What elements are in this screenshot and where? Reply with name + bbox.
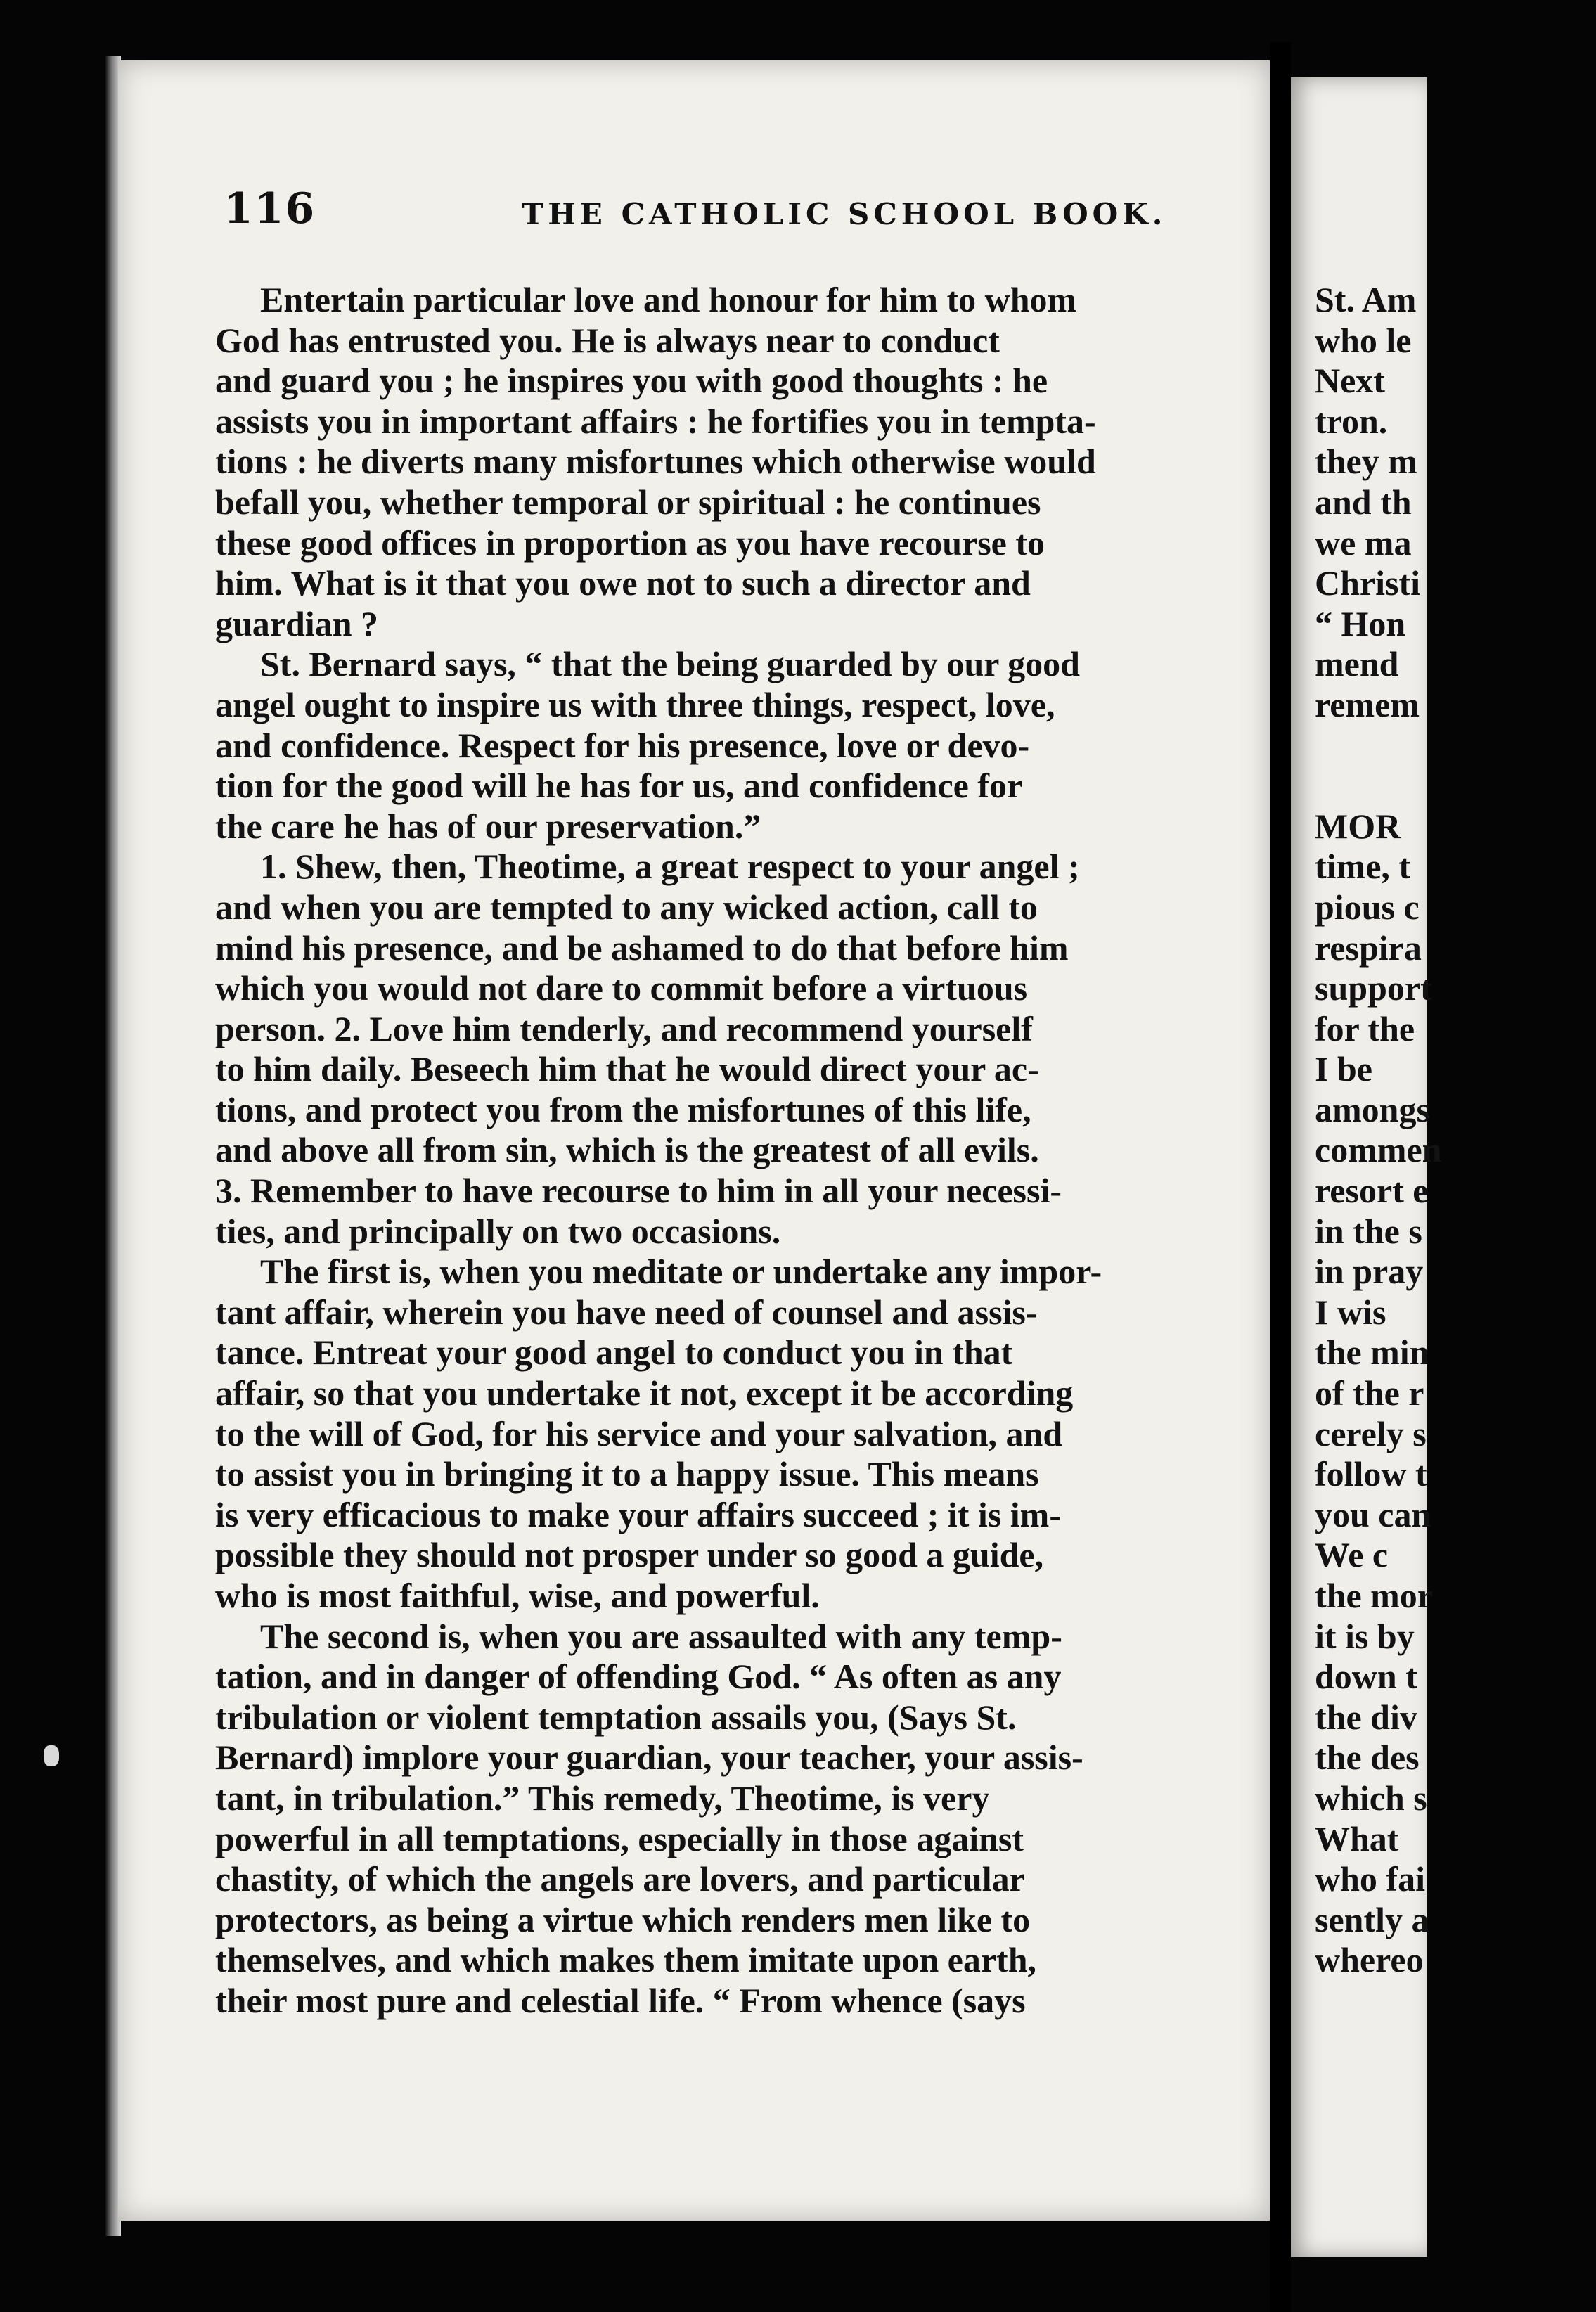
right-text-line: resort e — [1315, 1171, 1429, 1211]
right-text-line: “ Hon — [1315, 603, 1406, 643]
right-text-line: pious c — [1315, 887, 1420, 927]
right-text-line: who le — [1315, 320, 1412, 360]
text-line: The first is, when you meditate or undertake any impor- — [260, 1252, 1102, 1292]
text-line: tance. Entreat your good angel to conduct you in that — [215, 1332, 1013, 1373]
right-text-line: cerely s — [1315, 1413, 1427, 1453]
right-text-line: St. Am — [1315, 280, 1417, 319]
right-text-line: support — [1315, 968, 1432, 1008]
text-line: tions : he diverts many misfortunes which otherwise would — [215, 442, 1096, 482]
right-text-line: it is by — [1315, 1616, 1415, 1656]
text-line: their most pure and celestial life. “ From whence (says — [215, 1980, 1026, 2020]
right-text-line: remem — [1315, 684, 1420, 724]
text-line: tant, in tribulation.” This remedy, Theotime, is very — [215, 1778, 990, 1818]
text-line: him. What is it that you owe not to such a director and — [215, 563, 1031, 603]
right-text-line: down t — [1315, 1657, 1417, 1697]
text-line: the care he has of our preservation.” — [215, 806, 761, 846]
text-line: Bernard) implore your guardian, your teacher, your assis- — [215, 1738, 1083, 1778]
right-text-line: follow t — [1315, 1454, 1427, 1494]
right-text-line: Next — [1315, 361, 1385, 401]
page-number: 116 — [224, 184, 316, 233]
right-text-line: you can — [1315, 1494, 1431, 1534]
right-text-line: we ma — [1315, 522, 1412, 563]
text-line: is very efficacious to make your affairs succeed ; it is im- — [215, 1494, 1061, 1534]
left-page-body — [215, 280, 1228, 2022]
right-text-line: and th — [1315, 482, 1412, 522]
right-text-line: the mor — [1315, 1576, 1433, 1615]
text-line: guardian ? — [215, 603, 379, 643]
text-line: and above all from sin, which is the greatest of all evils. — [215, 1130, 1039, 1170]
running-head: THE CATHOLIC SCHOOL BOOK. — [522, 197, 1167, 231]
text-line: and when you are tempted to any wicked action, call to — [215, 887, 1038, 927]
page-header — [224, 184, 1201, 240]
text-line: 3. Remember to have recourse to him in all your necessi- — [215, 1171, 1062, 1211]
right-text-line — [1315, 766, 1596, 807]
text-line: which you would not dare to commit before a virtuous — [215, 968, 1028, 1008]
right-text-line: which s — [1315, 1778, 1427, 1818]
book-gutter — [1270, 42, 1291, 2312]
right-text-line: We c — [1315, 1535, 1389, 1575]
text-line: possible they should not prosper under so good a guide, — [215, 1535, 1044, 1575]
text-line: befall you, whether temporal or spiritual : he continues — [215, 482, 1041, 522]
right-text-line: tron. — [1315, 401, 1388, 441]
text-line: angel ought to inspire us with three things, respect, love, — [215, 684, 1055, 724]
text-line: chastity, of which the angels are lovers, and particular — [215, 1859, 1025, 1899]
text-line: 1. Shew, then, Theotime, a great respect to your angel ; — [260, 847, 1080, 887]
text-line: and guard you ; he inspires you with good thoughts : he — [215, 361, 1048, 401]
text-line: St. Bernard says, “ that the being guarded by our good — [260, 644, 1080, 684]
right-text-line: MOR — [1315, 806, 1401, 846]
text-line: person. 2. Love him tenderly, and recommend yourself — [215, 1008, 1033, 1048]
scan-speck — [44, 1745, 59, 1766]
right-text-line: time, t — [1315, 847, 1411, 887]
text-line: to him daily. Beseech him that he would direct your ac- — [215, 1049, 1039, 1089]
right-text-line: in pray — [1315, 1252, 1424, 1292]
text-line: to the will of God, for his service and your salvation, and — [215, 1413, 1063, 1453]
text-line: tion for the good will he has for us, and confidence for — [215, 766, 1023, 806]
right-text-line: mend — [1315, 644, 1399, 684]
text-line: tribulation or violent temptation assails you, (Says St. — [215, 1697, 1017, 1737]
text-line: The second is, when you are assaulted with any temp- — [260, 1616, 1062, 1656]
right-text-line: whereo — [1315, 1940, 1424, 1980]
text-line: powerful in all temptations, especially in those against — [215, 1818, 1024, 1858]
right-text-line: I wis — [1315, 1292, 1386, 1332]
right-text-line: respira — [1315, 927, 1422, 968]
text-line: tions, and protect you from the misfortunes of this life, — [215, 1089, 1031, 1129]
right-text-line: Christi — [1315, 563, 1420, 603]
right-text-line — [1315, 726, 1596, 766]
text-line: themselves, and which makes them imitate upon earth, — [215, 1940, 1037, 1980]
right-text-line: of the r — [1315, 1373, 1424, 1413]
right-text-line: they m — [1315, 442, 1417, 482]
right-text-line: who fai — [1315, 1859, 1425, 1899]
right-text-line: for the — [1315, 1008, 1415, 1048]
text-line: and confidence. Respect for his presence, love or devo- — [215, 725, 1030, 765]
text-line: assists you in important affairs : he fortifies you in tempta- — [215, 401, 1096, 441]
text-line: to assist you in bringing it to a happy issue. This means — [215, 1454, 1039, 1494]
right-text-line: the des — [1315, 1738, 1420, 1778]
right-text-line: sently a — [1315, 1899, 1429, 1939]
text-line: God has entrusted you. He is always near to conduct — [215, 320, 1000, 360]
right-text-line: I be — [1315, 1049, 1372, 1089]
text-line: mind his presence, and be ashamed to do that before him — [215, 927, 1069, 968]
right-text-line: in the s — [1315, 1211, 1422, 1251]
text-line: protectors, as being a virtue which renders men like to — [215, 1899, 1031, 1939]
right-text-line: amongs — [1315, 1089, 1430, 1129]
right-page-body — [1315, 280, 1596, 1981]
text-line: these good offices in proportion as you have recourse to — [215, 522, 1045, 563]
right-text-line: commen — [1315, 1130, 1442, 1170]
text-line: Entertain particular love and honour for him to whom — [260, 280, 1077, 319]
text-line: tation, and in danger of offending God. “ As often as any — [215, 1657, 1062, 1697]
text-line: tant affair, wherein you have need of counsel and assis- — [215, 1292, 1038, 1332]
right-text-line: the div — [1315, 1697, 1417, 1737]
text-line: affair, so that you undertake it not, except it be according — [215, 1373, 1074, 1413]
right-text-line: the min — [1315, 1332, 1429, 1373]
text-line: ties, and principally on two occasions. — [215, 1211, 781, 1251]
right-text-line: What — [1315, 1818, 1399, 1858]
text-line: who is most faithful, wise, and powerful. — [215, 1576, 820, 1615]
